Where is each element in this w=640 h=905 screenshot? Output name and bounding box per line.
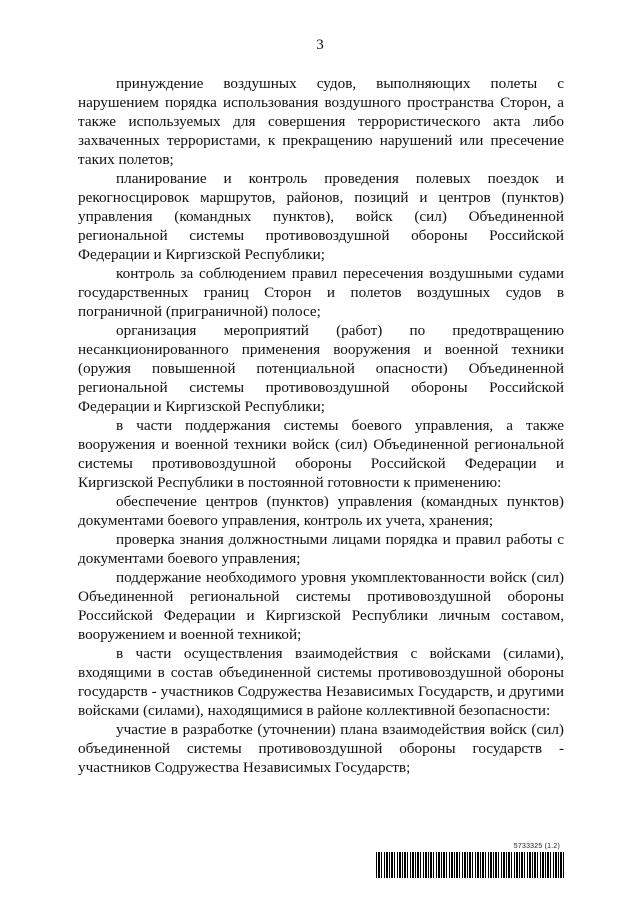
paragraph: принуждение воздушных судов, выполняющих полеты с нарушением порядка использования воздушного пространства Сторон, а также используемых для совершения террористического акта либо захваченных террористами, к прекращению нарушений или пресечение таких полетов; [78,75,564,168]
page-number: 3 [316,37,324,53]
barcode-id: 5733325 (1.2) [513,843,560,850]
barcode-image [376,852,564,878]
paragraph: поддержание необходимого уровня укомплектованности войск (сил) Объединенной региональной системы противовоздушной обороны Российской Федерации и Киргизской Республики личным составом, вооружением и военной техникой; [78,569,564,643]
paragraph: планирование и контроль проведения полевых поездок и рекогносцировок маршрутов, районов, позиций и центров (пунктов) управления (командных пунктов), войск (сил) Объединенной региональной системы противовоздушной обороны Российской Федерации и Киргизской Республики; [78,170,564,263]
paragraph: участие в разработке (уточнении) плана взаимодействия войск (сил) объединенной системы противовоздушной обороны государств - участников Содружества Независимых Государств; [78,721,564,776]
paragraph: в части поддержания системы боевого управления, а также вооружения и военной техники войск (сил) Объединенной региональной системы противовоздушной обороны Российской Федерации и Киргизской Республики в постоянной готовности к применению: [78,417,564,491]
paragraph: организация мероприятий (работ) по предотвращению несанкционированного применения вооружения и военной техники (оружия повышенной потенциальной опасности) Объединенной региональной системы противовоздушной обороны Российской Федерации и Киргизской Республики; [78,322,564,415]
document-body [78,74,564,777]
paragraph: контроль за соблюдением правил пересечения воздушными судами государственных границ Сторон и полетов воздушных судов в пограничной (приграничной) полосе; [78,265,564,320]
paragraph: обеспечение центров (пунктов) управления (командных пунктов) документами боевого управления, контроль их учета, хранения; [78,493,564,529]
paragraph: проверка знания должностными лицами порядка и правил работы с документами боевого управления; [78,531,564,567]
paragraph: в части осуществления взаимодействия с войсками (силами), входящими в состав объединенной системы противовоздушной обороны государств - участников Содружества Независимых Государств, и другими войсками (силами), находящимися в районе коллективной безопасности: [78,645,564,719]
